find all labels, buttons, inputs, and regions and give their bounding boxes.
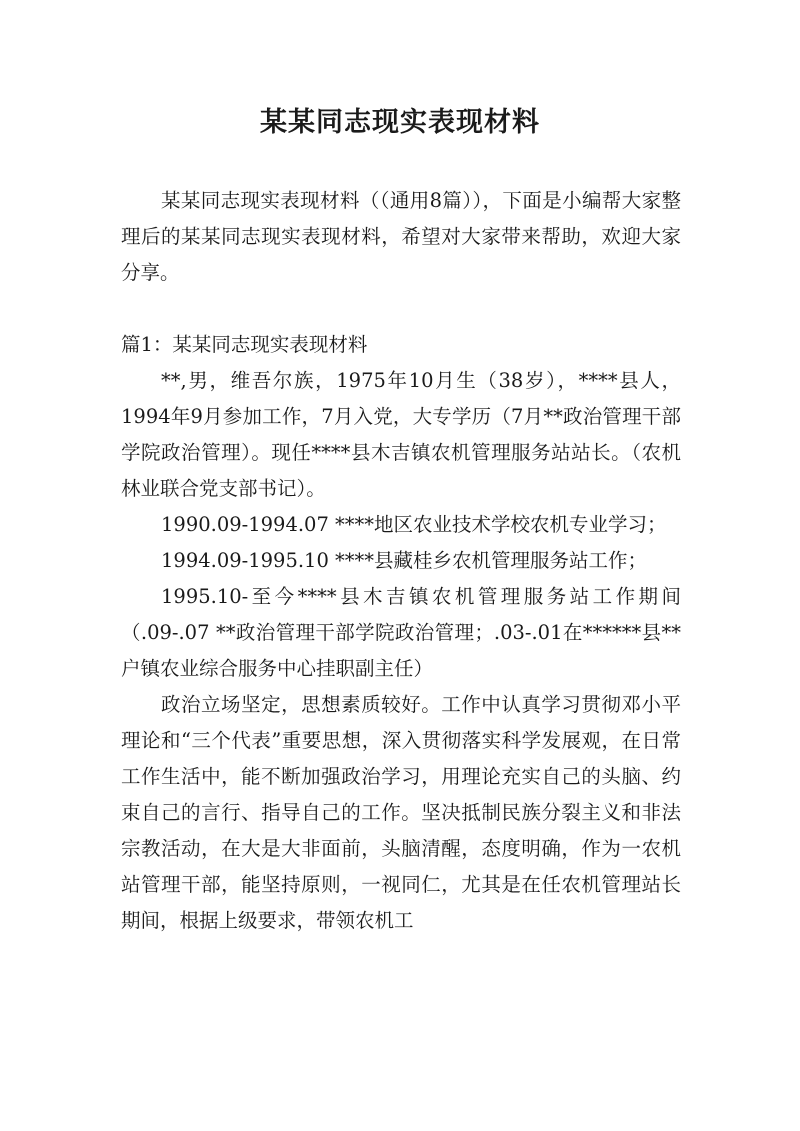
body-paragraph: 1990.09-1994.07 ****地区农业技术学校农机专业学习； xyxy=(161,513,667,536)
intro-paragraph: 某某同志现实表现材料（（通用8篇）），下面是小编帮大家整理后的某某同志现实表现材料，希望对大家带来帮助，欢迎大家分享。 xyxy=(121,189,681,284)
body-paragraph: **,男，维吾尔族，1975年10月生（38岁），****县人，1994年9月参加工作，7月入党，大专学历（7月**政治管理干部学院政治管理）。现任****县木吉镇农机管理服务站站长。（农机林业联合党支部书记）。 xyxy=(121,369,681,500)
document-body xyxy=(121,183,681,939)
body-paragraph: 1994.09-1995.10 ****县藏桂乡农机管理服务站工作； xyxy=(161,549,648,572)
document-title: 某某同志现实表现材料 xyxy=(260,107,540,138)
body-paragraph: 政治立场坚定，思想素质较好。工作中认真学习贯彻邓小平理论和“三个代表”重要思想，深入贯彻落实科学发展观，在日常工作生活中，能不断加强政治学习，用理论充实自己的头脑、约束自己的言行、指导自己的工作。坚决抵制民族分裂主义和非法宗教活动，在大是大非面前，头脑清醒，态度明确，作为一农机站管理干部，能坚持原则，一视同仁，尤其是在任农机管理站长期间，根据上级要求，带领农机工 xyxy=(121,693,681,932)
section-heading: 篇1：某某同志现实表现材料 xyxy=(121,333,368,356)
body-paragraph: 1995.10-至今****县木吉镇农机管理服务站工作期间（.09-.07 **政治管理干部学院政治管理；.03-.01在******县**户镇农业综合服务中心挂职副主任） xyxy=(121,585,681,680)
